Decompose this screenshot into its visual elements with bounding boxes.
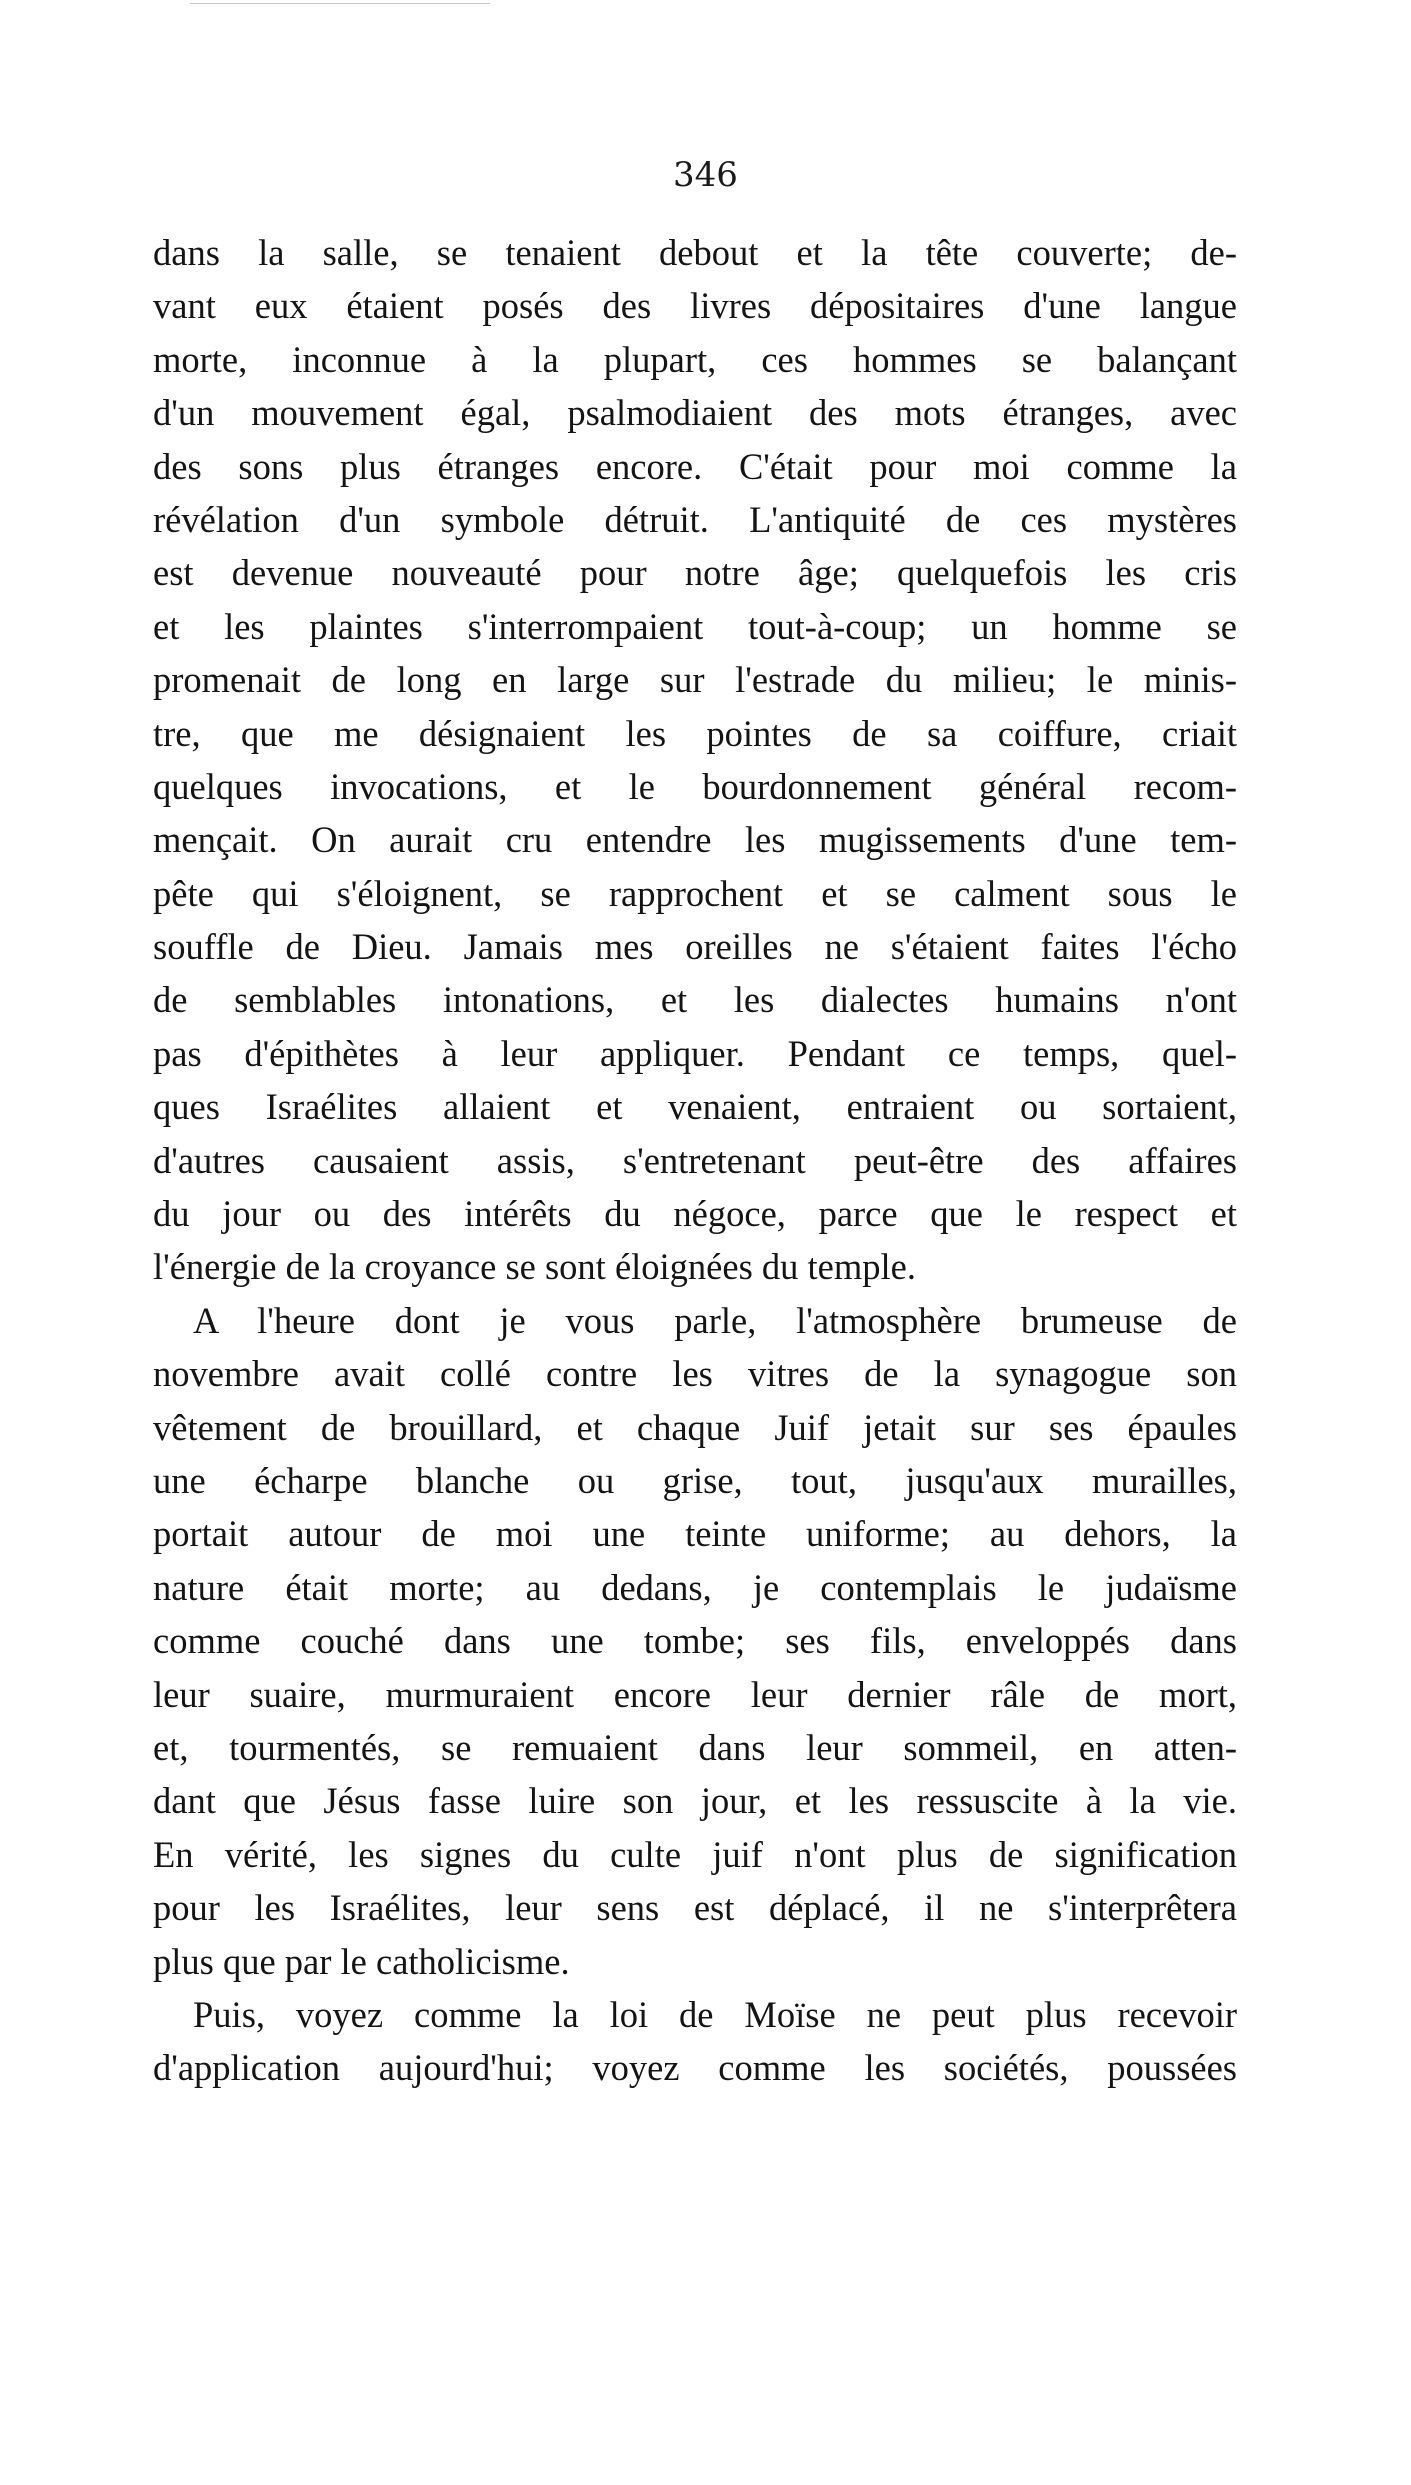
text-line: de semblables intonations, et les dialectes humains n'ont — [153, 979, 1237, 1021]
text-line: En vérité, les signes du culte juif n'ont plus de signification — [153, 1833, 1237, 1875]
text-line: promenait de long en large sur l'estrade du milieu; le minis- — [153, 659, 1237, 701]
text-line: est devenue nouveauté pour notre âge; quelquefois les cris — [153, 552, 1237, 594]
text-line: A l'heure dont je vous parle, l'atmosphère brumeuse de — [193, 1299, 1237, 1341]
text-line: pête qui s'éloignent, se rapprochent et se calment sous le — [153, 872, 1237, 914]
text-line: révélation d'un symbole détruit. L'antiquité de ces mystères — [153, 498, 1237, 540]
text-line: et, tourmentés, se remuaient dans leur sommeil, en atten- — [153, 1726, 1237, 1768]
text-line: leur suaire, murmuraient encore leur dernier râle de mort, — [153, 1673, 1237, 1715]
text-line: souffle de Dieu. Jamais mes oreilles ne s'étaient faites l'écho — [153, 926, 1237, 968]
text-line: d'autres causaient assis, s'entretenant peut-être des affaires — [153, 1139, 1237, 1181]
text-line: pour les Israélites, leur sens est déplacé, il ne s'interprêtera — [153, 1887, 1237, 1929]
text-line: novembre avait collé contre les vitres de la synagogue son — [153, 1353, 1237, 1395]
text-line: quelques invocations, et le bourdonnement général recom- — [153, 765, 1237, 807]
text-line: d'un mouvement égal, psalmodiaient des mots étranges, avec — [153, 392, 1237, 434]
paragraph-1 — [153, 226, 1237, 1294]
page-number: 346 — [673, 155, 738, 195]
top-edge-rule — [190, 3, 490, 4]
text-line: ques Israélites allaient et venaient, entraient ou sortaient, — [153, 1086, 1237, 1128]
paragraph-3 — [153, 1988, 1237, 2095]
text-line: pas d'épithètes à leur appliquer. Pendant ce temps, quel- — [153, 1032, 1237, 1074]
text-line: portait autour de moi une teinte uniforme; au dehors, la — [153, 1513, 1237, 1555]
text-line: d'application aujourd'hui; voyez comme les sociétés, poussées — [153, 2047, 1237, 2089]
paragraph-2 — [153, 1294, 1237, 1988]
text-line: nature était morte; au dedans, je contemplais le judaïsme — [153, 1566, 1237, 1608]
text-line: plus que par le catholicisme. — [153, 1940, 570, 1982]
text-line: et les plaintes s'interrompaient tout-à-coup; un homme se — [153, 605, 1237, 647]
text-line: dans la salle, se tenaient debout et la tête couverte; de- — [153, 232, 1237, 273]
text-line: vêtement de brouillard, et chaque Juif jetait sur ses épaules — [153, 1406, 1237, 1448]
text-line: dant que Jésus fasse luire son jour, et les ressuscite à la vie. — [153, 1780, 1237, 1822]
text-line: vant eux étaient posés des livres dépositaires d'une langue — [153, 285, 1237, 327]
text-line: l'énergie de la croyance se sont éloignées du temple. — [153, 1246, 916, 1288]
text-line: morte, inconnue à la plupart, ces hommes se balançant — [153, 338, 1237, 380]
text-line: des sons plus étranges encore. C'était pour moi comme la — [153, 445, 1237, 487]
text-line: comme couché dans une tombe; ses fils, enveloppés dans — [153, 1620, 1237, 1662]
text-line: Puis, voyez comme la loi de Moïse ne peut plus recevoir — [193, 1993, 1237, 2035]
text-line: mençait. On aurait cru entendre les mugissements d'une tem- — [153, 819, 1237, 861]
body-text — [153, 226, 1237, 2095]
text-line: du jour ou des intérêts du négoce, parce que le respect et — [153, 1193, 1237, 1235]
text-line: tre, que me désignaient les pointes de sa coiffure, criait — [153, 712, 1237, 754]
text-line: une écharpe blanche ou grise, tout, jusqu'aux murailles, — [153, 1459, 1237, 1501]
